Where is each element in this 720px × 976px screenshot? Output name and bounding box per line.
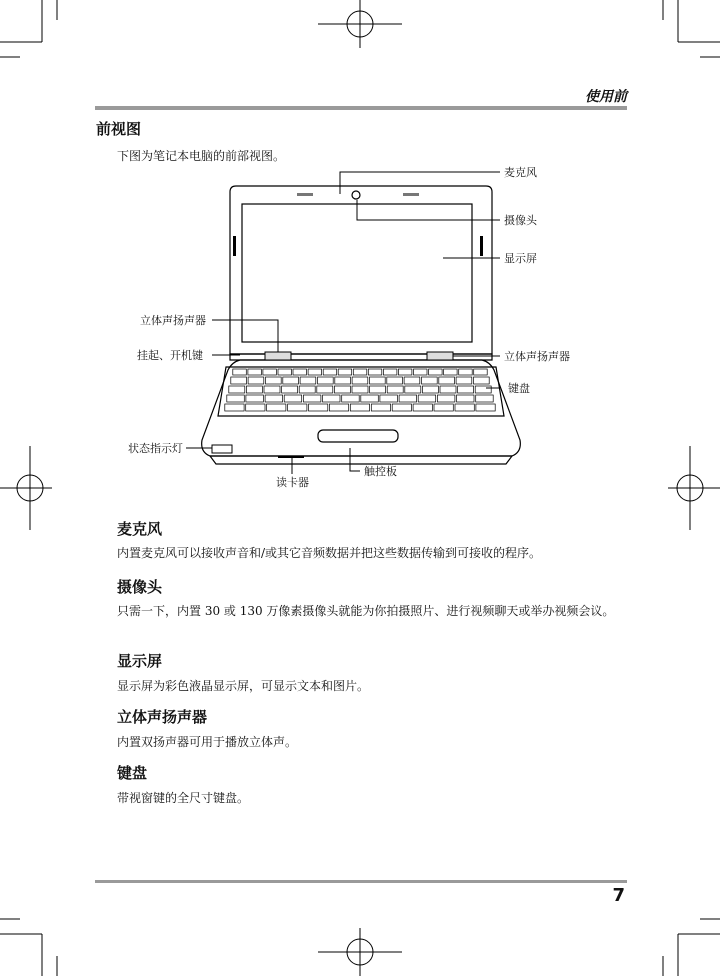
keyboard-key (264, 386, 280, 393)
laptop-front-view-figure (0, 160, 720, 500)
speaker-left-grille (265, 352, 291, 360)
keyboard-key (368, 369, 382, 375)
keyboard-key (476, 395, 494, 402)
keyboard-key (353, 369, 367, 375)
keyboard-key (399, 395, 417, 402)
item-title-speaker: 立体声扬声器 (117, 708, 208, 726)
item-title-camera: 摄像头 (117, 578, 163, 596)
label-card-reader: 读卡器 (276, 476, 309, 489)
keyboard-key (440, 386, 456, 393)
keyboard-key (248, 377, 264, 384)
keyboard-key (338, 369, 352, 375)
keyboard-key (248, 369, 262, 375)
keyboard-key (429, 369, 443, 375)
keyboard-key (323, 369, 337, 375)
keyboard-key (342, 395, 360, 402)
keyboard-key (227, 395, 245, 402)
keyboard-key (266, 377, 282, 384)
speaker-right-grille (427, 352, 453, 360)
keyboard-key (231, 377, 247, 384)
keyboard-key (284, 395, 302, 402)
keyboard-key (278, 369, 292, 375)
keyboard-key (380, 395, 398, 402)
keyboard-key (422, 386, 438, 393)
keyboard-key (387, 386, 403, 393)
keyboard-key (246, 386, 262, 393)
section-title: 前视图 (96, 120, 142, 138)
keyboard-key (475, 386, 491, 393)
keyboard-key (282, 386, 298, 393)
keyboard-key (422, 377, 438, 384)
keyboard-key (439, 377, 455, 384)
item-desc-keyboard: 带视窗键的全尺寸键盘。 (117, 791, 250, 805)
keyboard-key (352, 377, 368, 384)
header-rule (95, 106, 627, 110)
keyboard-key (404, 377, 420, 384)
label-speaker-left: 立体声扬声器 (140, 314, 206, 327)
keyboard-key (398, 369, 412, 375)
label-status-lights: 状态指示灯 (128, 442, 183, 455)
keyboard-key (300, 377, 316, 384)
keyboard-key (303, 395, 321, 402)
keyboard-key (474, 369, 488, 375)
keyboard-key (405, 386, 421, 393)
item-desc-display: 显示屏为彩色液晶显示屏，可显示文本和图片。 (117, 679, 370, 693)
keyboard-key (246, 395, 264, 402)
item-desc-speaker: 内置双扬声器可用于播放立体声。 (117, 735, 298, 749)
label-power-key: 挂起、开机键 (137, 349, 203, 362)
keyboard-key (434, 404, 453, 411)
keyboard-key (329, 404, 348, 411)
keyboard-key (457, 395, 475, 402)
item-desc-camera: 只需一下，内置 30 或 130 万像素摄像头就能为你拍摄照片、进行视频聊天或举办视频会议。 (117, 604, 615, 618)
keyboard-key (387, 377, 403, 384)
keyboard-key (283, 377, 299, 384)
keyboard-key (444, 369, 458, 375)
keyboard-key (229, 386, 245, 393)
keyboard-key (370, 386, 386, 393)
keyboard-key (455, 404, 474, 411)
item-desc-microphone: 内置麦克风可以接收声音和/或其它音频数据并把这些数据传输到可接收的程序。 (117, 546, 542, 560)
keyboard-key (293, 369, 307, 375)
display-screen (242, 204, 472, 342)
keyboard-key (323, 395, 341, 402)
keyboard-key (437, 395, 455, 402)
keyboard-key (418, 395, 436, 402)
keyboard-key (474, 377, 490, 384)
label-keyboard: 键盘 (508, 382, 530, 395)
keyboard-key (476, 404, 495, 411)
camera-lens (352, 191, 360, 199)
item-title-display: 显示屏 (117, 652, 163, 670)
keyboard-key (361, 395, 379, 402)
keyboard-key (265, 395, 283, 402)
item-title-microphone: 麦克风 (117, 520, 163, 538)
page-number: 7 (612, 885, 625, 906)
keyboard-key (414, 369, 428, 375)
keyboard-key (456, 377, 472, 384)
keyboard-key (335, 377, 351, 384)
item-title-keyboard: 键盘 (117, 764, 148, 782)
label-speaker-right: 立体声扬声器 (504, 350, 570, 363)
keyboard-key (318, 377, 334, 384)
keyboard-key (458, 386, 474, 393)
footer-rule (95, 880, 627, 883)
keyboard-key (352, 386, 368, 393)
keyboard-key (413, 404, 432, 411)
keyboard-key (288, 404, 307, 411)
keyboard-key (246, 404, 265, 411)
label-display: 显示屏 (504, 252, 537, 265)
label-touchpad: 触控板 (364, 465, 397, 478)
label-camera: 摄像头 (504, 214, 537, 227)
keyboard-key (308, 369, 322, 375)
keyboard-key (267, 404, 286, 411)
label-microphone: 麦克风 (504, 166, 537, 179)
keyboard-key (383, 369, 397, 375)
section-intro: 下图为笔记本电脑的前部视图。 (117, 149, 286, 163)
keyboard-key (370, 377, 386, 384)
keyboard-key (299, 386, 315, 393)
keyboard-key (350, 404, 369, 411)
keyboard-key (392, 404, 411, 411)
keyboard-key (317, 386, 333, 393)
keyboard-key (263, 369, 277, 375)
keyboard-key (334, 386, 350, 393)
keyboard-key (233, 369, 247, 375)
keyboard-key (309, 404, 328, 411)
keyboard-key (371, 404, 390, 411)
keyboard-key (225, 404, 244, 411)
keyboard-key (459, 369, 473, 375)
header-title: 使用前 (585, 89, 627, 105)
